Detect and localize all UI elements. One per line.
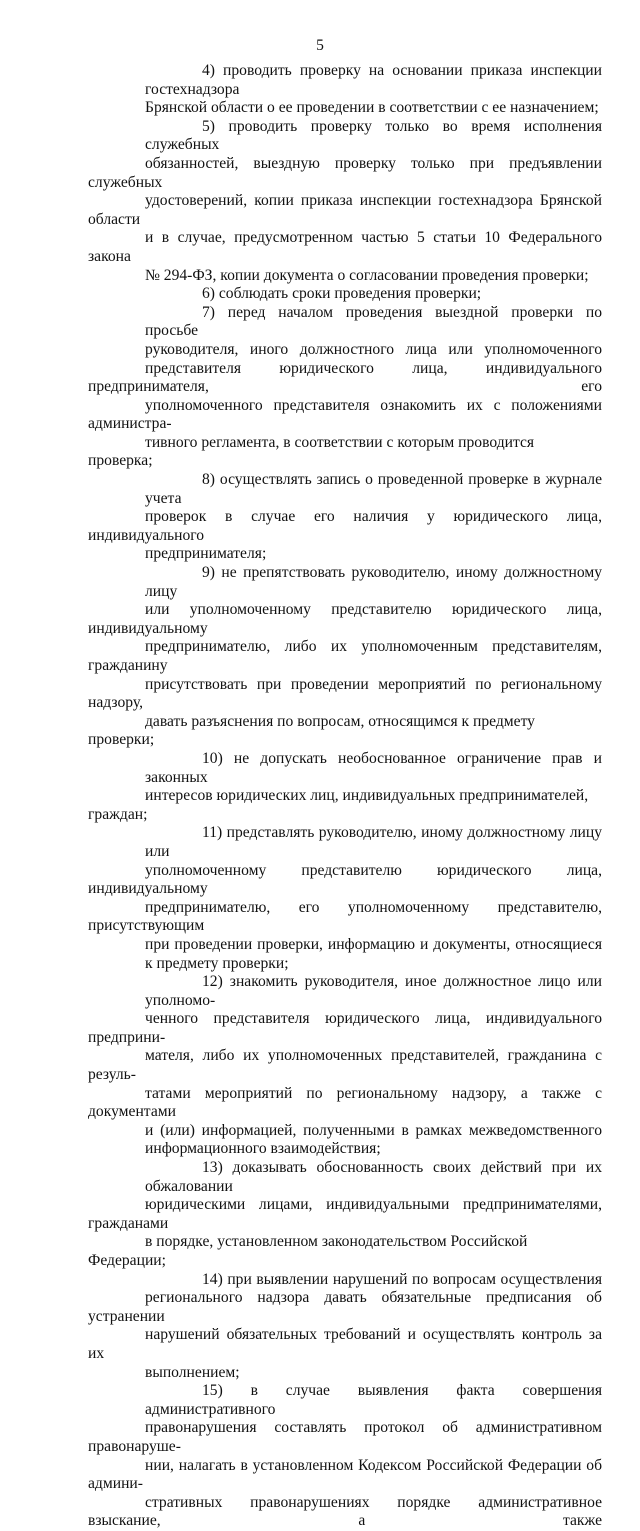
text-line: юридическими лицами, индивидуальными предпринимателями, гражданами xyxy=(88,1196,602,1232)
text-line: предпринимателю, его уполномоченному представителю, присутствующим xyxy=(88,898,602,935)
text-line: и (или) информацией, полученными в рамках межведомственного xyxy=(145,1121,602,1139)
text-line: присутствовать при проведении мероприятий по региональному надзору, xyxy=(88,675,602,712)
text-line: 14) при выявлении нарушений по вопросам осуществления xyxy=(202,1270,602,1288)
text-line: 12) знакомить руководителя, иное должностное лицо или уполномо- xyxy=(145,973,602,1009)
text-line: мателя, либо их уполномоченных представителей, гражданина с резуль- xyxy=(88,1047,602,1084)
paragraph-9 xyxy=(88,564,602,750)
text-line: или уполномоченному представителю юридического лица, индивидуальному xyxy=(88,601,602,637)
paragraph-8 xyxy=(88,471,602,564)
text-line: предпринимателю, либо их уполномоченным представителям, гражданину xyxy=(88,638,602,674)
text-line: уполномоченному представителю юридического лица, индивидуальному xyxy=(88,861,602,898)
paragraph-14 xyxy=(88,1271,602,1383)
text-line: в порядке, установленном законодательством Российской Федерации; xyxy=(88,1233,528,1269)
paragraph-15 xyxy=(88,1382,602,1531)
text-line: давать разъяснения по вопросам, относящимся к предмету проверки; xyxy=(88,712,535,749)
text-line: обязанностей, выездную проверку только при предъявлении служебных xyxy=(88,154,602,191)
paragraph-5 xyxy=(88,118,602,285)
text-line: регионального надзора давать обязательные предписания об устранении xyxy=(88,1289,602,1325)
paragraph-6 xyxy=(88,285,602,304)
text-line: 13) доказывать обоснованность своих действий при их обжаловании xyxy=(145,1159,602,1195)
text-line: нарушений обязательных требований и осуществлять контроль за их xyxy=(88,1326,602,1362)
text-line: 11) представлять руководителю, иному должностному лицу или xyxy=(145,824,602,860)
paragraph-13 xyxy=(88,1159,602,1271)
paragraph-4 xyxy=(88,62,602,118)
text-line: предпринимателя; xyxy=(145,545,267,563)
text-line: уполномоченного представителя ознакомить их с положениями администра- xyxy=(88,396,602,433)
text-line: к предмету проверки; xyxy=(145,954,289,972)
text-line: при проведении проверки, информацию и документы, относящиеся xyxy=(145,935,602,953)
text-line: Брянской области о ее проведении в соответствии с ее назначением; xyxy=(145,99,599,117)
paragraph-10 xyxy=(88,750,602,824)
text-line: 6) соблюдать сроки проведения проверки; xyxy=(202,285,482,303)
text-line: интересов юридических лиц, индивидуальных предпринимателей, граждан; xyxy=(88,787,589,823)
text-line: № 294-ФЗ, копии документа о согласовании проведения проверки; xyxy=(145,266,589,284)
text-line: информационного взаимодействия; xyxy=(145,1140,381,1158)
text-line: проверок в случае его наличия у юридического лица, индивидуального xyxy=(88,508,602,544)
text-line: 10) не допускать необоснованное ограничение прав и законных xyxy=(145,749,602,786)
text-line: 8) осуществлять запись о проведенной проверке в журнале учета xyxy=(145,471,602,507)
text-line: выполнением; xyxy=(145,1363,240,1381)
text-line: 9) не препятствовать руководителю, иному должностному лицу xyxy=(145,564,602,600)
text-line: представителя юридического лица, индивидуального предпринимателя, его xyxy=(88,359,602,396)
paragraph-12 xyxy=(88,973,602,1159)
text-line: правонарушения составлять протокол об административном правонаруше- xyxy=(88,1419,602,1455)
paragraph-7 xyxy=(88,304,602,471)
text-line: 15) в случае выявления факта совершения административного xyxy=(145,1382,602,1418)
text-line: удостоверений, копии приказа инспекции гостехнадзора Брянской области xyxy=(88,192,602,228)
text-line: татами мероприятий по региональному надзору, а также с документами xyxy=(88,1084,602,1121)
text-line: руководителя, иного должностного лица или уполномоченного xyxy=(145,340,602,358)
text-line: тивного регламента, в соответствии с которым проводится проверка; xyxy=(88,433,535,470)
paragraph-11 xyxy=(88,824,602,973)
text-line: 7) перед началом проведения выездной проверки по просьбе xyxy=(145,303,602,340)
text-line: 5) проводить проверку только во время исполнения служебных xyxy=(145,117,602,154)
text-line: ченного представителя юридического лица, индивидуального предприни- xyxy=(88,1010,602,1046)
document-body xyxy=(88,62,602,1531)
text-line: нии, налагать в установленном Кодексом Российской Федерации об админи- xyxy=(88,1456,602,1493)
text-line: 4) проводить проверку на основании приказа инспекции гостехнадзора xyxy=(145,62,602,98)
text-line: стративных правонарушениях порядке административное взыскание, а также xyxy=(88,1493,602,1530)
page-number: 5 xyxy=(316,37,324,54)
text-line: и в случае, предусмотренном частью 5 статьи 10 Федерального закона xyxy=(88,229,602,265)
